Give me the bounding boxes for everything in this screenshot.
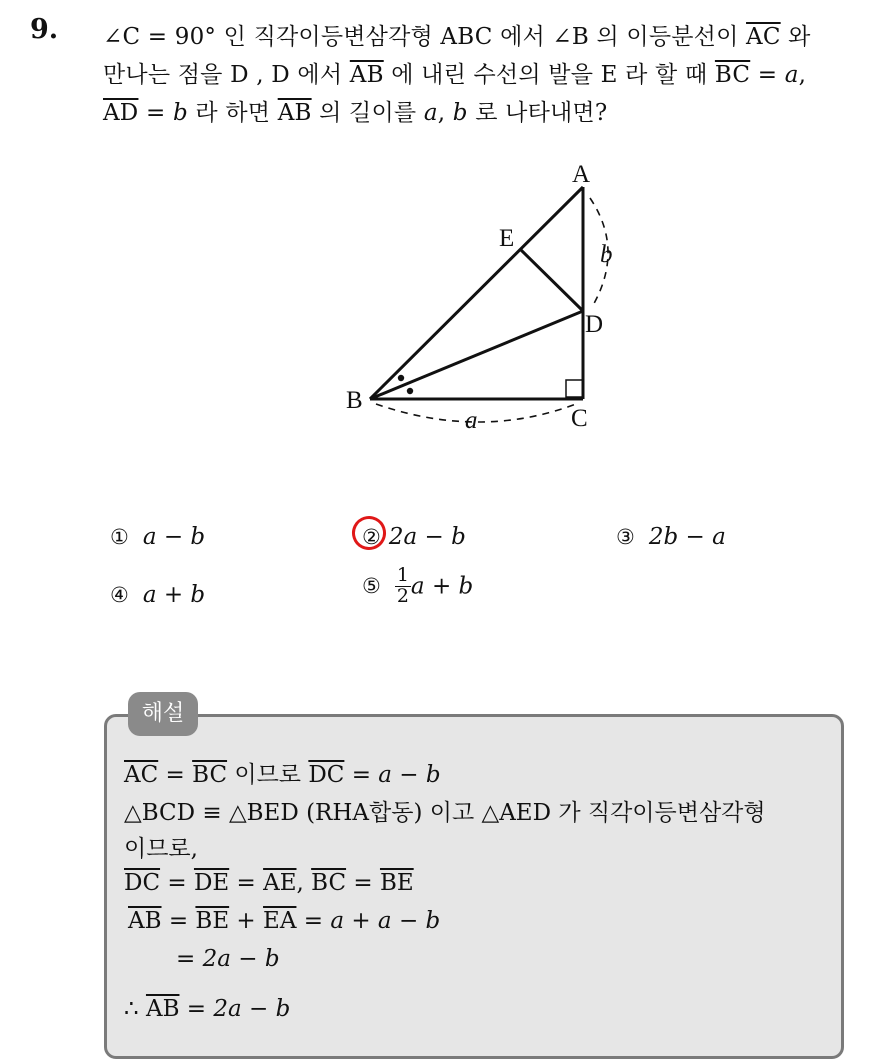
solution-line-4 [124, 870, 414, 896]
choice-text: 2a − b [388, 524, 466, 550]
segment: $\overline{AB}$ [145, 996, 180, 1022]
text: 라 하면 [187, 100, 278, 126]
label-d: D [585, 311, 604, 338]
choice-text: a + b [410, 573, 474, 600]
text: , [296, 870, 312, 896]
solution-line-7 [124, 996, 290, 1022]
angle-dot-1 [398, 375, 404, 381]
choice-number: ⑤ [362, 574, 381, 599]
text: , [437, 100, 453, 126]
choice-5[interactable] [362, 566, 473, 607]
text: 로 나타내면? [467, 100, 608, 126]
solution-line-2: △BCD ≡ △BED (RHA합동) 이고 △AED 가 직각이등변삼각형 [124, 800, 766, 826]
solution-line-5 [128, 908, 440, 934]
solution-line-6: = 2a − b [176, 946, 280, 972]
denominator: 2 [396, 584, 409, 607]
choice-number: ④ [110, 583, 129, 607]
text: = [229, 870, 264, 896]
label-c: C [571, 405, 588, 432]
segment: $\overline{AC}$ [746, 24, 781, 50]
label-a-length: a [465, 407, 478, 434]
text: = a − b [344, 762, 441, 788]
choice-text: a + b [142, 582, 206, 608]
segment: $\overline{EA}$ [263, 908, 297, 934]
solution-line-1 [124, 756, 441, 789]
question-line-3 [103, 94, 607, 127]
text: = [160, 870, 194, 896]
choice-number: ① [110, 525, 129, 549]
numerator: 1 [396, 564, 409, 586]
variable: a [784, 62, 799, 88]
choice-4[interactable] [110, 582, 205, 608]
text: 이므로 [227, 762, 309, 788]
segment: $\overline{BC}$ [311, 870, 347, 896]
bisector-bd [370, 311, 583, 399]
choice-text: a − b [142, 524, 206, 550]
triangle-figure [330, 150, 650, 440]
label-b-length: b [600, 241, 613, 268]
question-line-1 [103, 18, 811, 51]
side-ab [370, 187, 583, 399]
segment: $\overline{BC}$ [714, 62, 751, 88]
question-line-2 [103, 56, 806, 89]
segment: $\overline{AB}$ [349, 62, 384, 88]
segment: $\overline{AE}$ [263, 870, 297, 896]
question-number: 9. [30, 14, 59, 45]
segment: $\overline{AB}$ [277, 100, 312, 126]
label-e: E [499, 225, 515, 252]
segment: $\overline{BE}$ [195, 908, 230, 934]
segment: $\overline{AC}$ [124, 762, 159, 788]
choice-1[interactable] [110, 524, 205, 550]
segment: $\overline{AD}$ [103, 100, 139, 126]
angle-dot-2 [407, 388, 413, 394]
text: = [161, 908, 196, 934]
perpendicular-de [520, 249, 583, 311]
label-b-vertex: B [346, 387, 363, 414]
text: = [750, 62, 785, 88]
fraction [395, 566, 411, 607]
text: ∠C = 90° 인 직각이등변삼각형 ABC 에서 ∠B 의 이등분선이 [103, 24, 747, 50]
segment: $\overline{BC}$ [192, 762, 228, 788]
solution-line-3: 이므로, [124, 836, 198, 862]
text: , [798, 62, 807, 88]
text: = a + a − b [296, 908, 441, 934]
solution-tag: 해설 [128, 692, 198, 736]
segment: $\overline{DE}$ [193, 870, 230, 896]
text: = [138, 100, 173, 126]
text: 에 내린 수선의 발을 E 라 할 때 [383, 62, 715, 88]
choice-number: ③ [616, 525, 635, 549]
text: + [229, 908, 264, 934]
segment: $\overline{DC}$ [124, 870, 161, 896]
text: = [158, 762, 193, 788]
text: 만나는 점을 D , D 에서 [103, 62, 350, 88]
right-angle-mark [566, 380, 583, 397]
segment: $\overline{AB}$ [128, 908, 162, 934]
segment: $\overline{BE}$ [379, 870, 414, 896]
text: = 2a − b [179, 996, 291, 1022]
choice-text: 2b − a [648, 524, 726, 550]
choice-number: ② [362, 525, 381, 549]
variable: a [423, 100, 438, 126]
text: 와 [780, 24, 811, 50]
segment: $\overline{DC}$ [308, 762, 345, 788]
text: = [346, 870, 380, 896]
text: 의 길이를 [311, 100, 424, 126]
label-a-vertex: A [572, 161, 591, 188]
variable: b [452, 100, 468, 126]
therefore-symbol: ∴ [124, 996, 146, 1022]
variable: b [172, 100, 188, 126]
choice-3[interactable] [616, 524, 726, 550]
